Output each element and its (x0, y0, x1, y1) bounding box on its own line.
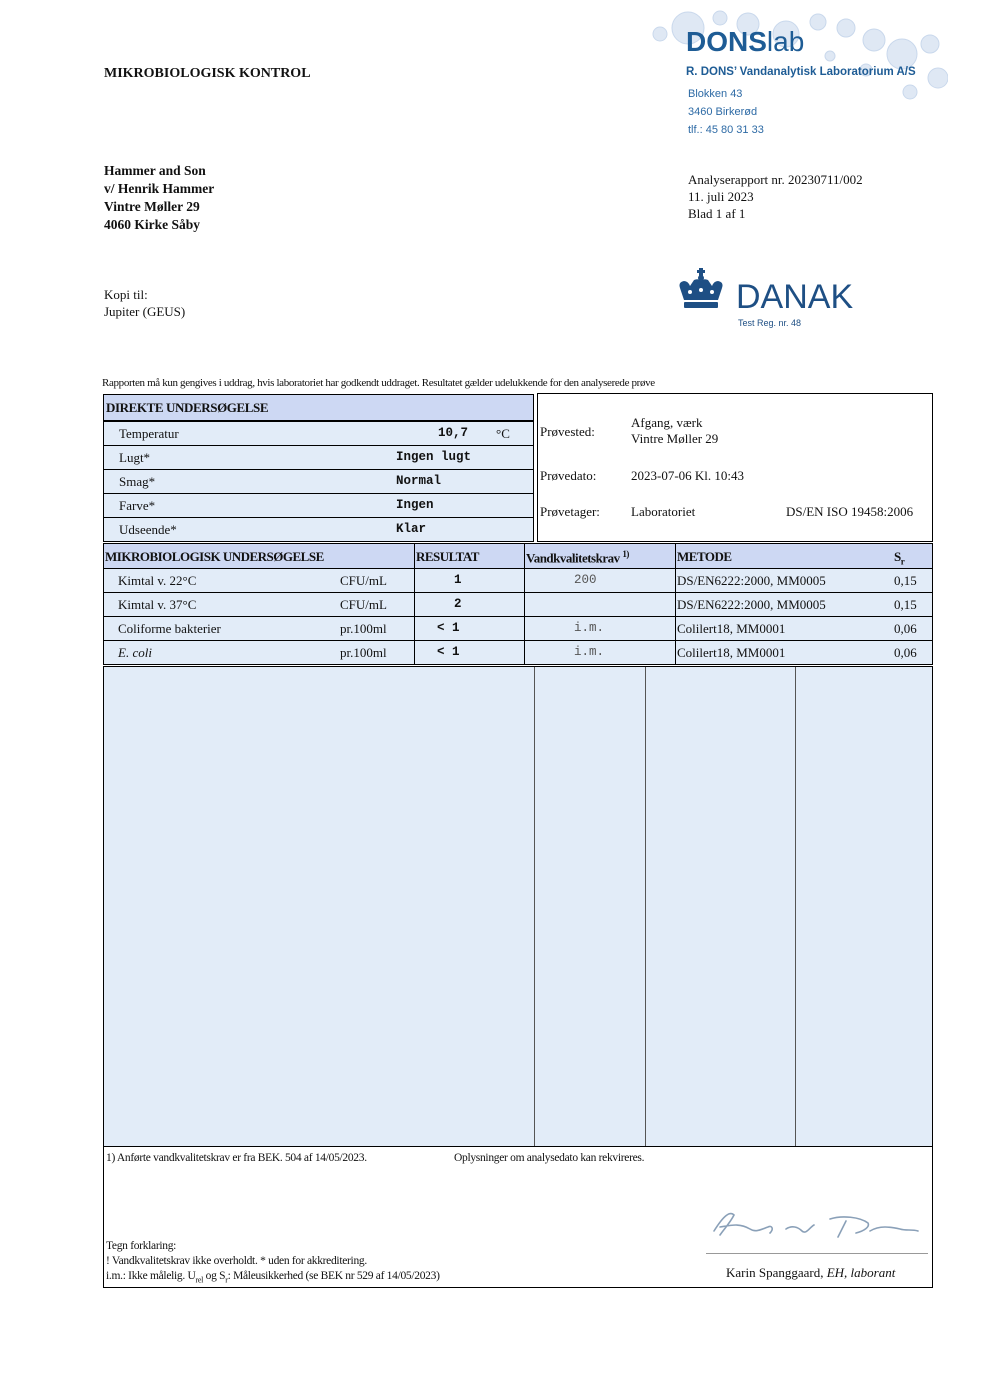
micro-result: < 1 (437, 621, 460, 635)
report-page: Blad 1 af 1 (688, 206, 746, 221)
micro-test-name: Kimtal v. 37°C (118, 597, 197, 612)
micro-result: < 1 (437, 645, 460, 659)
table-row (103, 592, 933, 616)
direct-row-appearance (104, 517, 533, 541)
report-date: 11. juli 2023 (688, 189, 754, 204)
report-number: Analyserapport nr. 20230711/002 (688, 172, 863, 187)
direct-value: Ingen (396, 498, 434, 512)
lab-logo-name: DONSlab (686, 26, 805, 57)
sample-info-box (537, 393, 933, 542)
micro-method: DS/EN6222:2000, MM0005 (677, 597, 826, 612)
table-row (103, 568, 933, 592)
direct-row-taste (104, 469, 533, 493)
micro-unit: pr.100ml (340, 621, 387, 636)
legend-line2: i.m.: Ikke målelig. $U_{rel}$ og $S_r$: Måleusikkerhed (se BEK nr 529 af 14/05/2023) (106, 1270, 440, 1285)
legend (106, 1239, 440, 1287)
direct-examination-table (103, 394, 534, 542)
micro-header-sr: $S_r$ (894, 549, 905, 567)
micro-sr: 0,15 (894, 573, 917, 588)
lab-address (688, 85, 764, 139)
micro-test-name: Coliforme bakterier (118, 621, 221, 636)
micro-result: 1 (454, 573, 462, 587)
copy-label: Kopi til: (104, 287, 148, 302)
table-row (103, 640, 933, 665)
crown-icon (676, 268, 726, 312)
recipient-street: Vintre Møller 29 (104, 199, 200, 214)
lab-full-name: R. DONS’ Vandanalytisk Laboratorium A/S (686, 66, 916, 78)
empty-results-area (103, 666, 933, 1147)
microbiological-table (103, 543, 933, 667)
footnote-requirements: 1) Anførte vandkvalitetskrav er fra BEK. 504 af 14/05/2023. (106, 1152, 367, 1164)
recipient-address (104, 162, 214, 234)
sample-place-line1: Afgang, værk (631, 415, 703, 430)
footnote-analysis-date: Oplysninger om analysedato kan rekvireres. (454, 1152, 645, 1164)
danak-logo-text: DANAK (736, 278, 854, 316)
micro-result: 2 (454, 597, 462, 611)
micro-requirement: 200 (574, 573, 597, 587)
sample-taker-label: Prøvetager: (540, 504, 600, 519)
report-meta (688, 171, 863, 222)
document-title: MIKROBIOLOGISK KONTROL (104, 66, 311, 81)
sample-date-label: Prøvedato: (540, 468, 597, 483)
direct-value: Normal (396, 474, 442, 488)
copy-to (104, 286, 185, 320)
report-footer (103, 1146, 933, 1288)
signature-line (706, 1253, 928, 1254)
sample-place-line2: Vintre Møller 29 (631, 431, 719, 446)
direct-label: Udseende* (119, 522, 177, 537)
lab-street: Blokken 43 (688, 88, 743, 100)
direct-examination-heading: DIREKTE UNDERSØGELSE (104, 395, 533, 421)
micro-method: Colilert18, MM0001 (677, 621, 786, 636)
direct-unit: °C (496, 426, 510, 441)
micro-header-test: MIKROBIOLOGISK UNDERSØGELSE (105, 549, 324, 564)
table-row (103, 616, 933, 640)
lab-city: 3460 Birkerød (688, 106, 758, 118)
micro-test-name: E. coli (118, 645, 152, 660)
direct-label: Temperatur (119, 426, 179, 441)
micro-sr: 0,15 (894, 597, 917, 612)
sample-place-value (631, 415, 718, 447)
sample-date-value: 2023-07-06 Kl. 10:43 (631, 468, 745, 483)
sample-place-label: Prøvested: (540, 424, 595, 439)
direct-row-temperature (104, 421, 533, 445)
sample-standard: DS/EN ISO 19458:2006 (786, 504, 914, 519)
legend-title: Tegn forklaring: (106, 1240, 177, 1252)
micro-method: Colilert18, MM0001 (677, 645, 786, 660)
signer-name: Karin Spanggaard, EH, laborant (726, 1265, 896, 1280)
recipient-contact: v/ Henrik Hammer (104, 181, 215, 196)
direct-row-color (104, 493, 533, 517)
micro-header-method: METODE (677, 549, 732, 564)
micro-requirement: i.m. (574, 645, 605, 659)
micro-requirement: i.m. (574, 621, 605, 635)
direct-row-smell (104, 445, 533, 469)
direct-label: Farve* (119, 498, 156, 513)
micro-method: DS/EN6222:2000, MM0005 (677, 573, 826, 588)
micro-header-row (103, 543, 933, 568)
micro-test-name: Kimtal v. 22°C (118, 573, 197, 588)
sample-taker-value: Laboratoriet (631, 504, 696, 519)
disclaimer-text: Rapporten må kun gengives i uddrag, hvis laboratoriet har godkendt uddraget. Resultatet gælder udelukkende for den analyserede prøve (102, 377, 655, 389)
direct-label: Lugt* (119, 450, 151, 465)
micro-unit: CFU/mL (340, 573, 387, 588)
recipient-company: Hammer and Son (104, 163, 206, 178)
legend-line1: ! Vandkvalitetskrav ikke overholdt. * uden for akkreditering. (106, 1255, 367, 1267)
lab-phone: tlf.: 45 80 31 33 (688, 124, 764, 136)
recipient-city: 4060 Kirke Såby (104, 217, 201, 232)
micro-header-result: RESULTAT (416, 549, 479, 564)
direct-value: Ingen lugt (396, 450, 472, 464)
direct-value: 10,7 (438, 426, 469, 440)
micro-sr: 0,06 (894, 645, 917, 660)
micro-unit: CFU/mL (340, 597, 387, 612)
micro-header-requirement: Vandkvalitetskrav $^{1)}$ (526, 549, 629, 566)
signature-icon (710, 1205, 922, 1245)
direct-label: Smag* (119, 474, 156, 489)
copy-recipient: Jupiter (GEUS) (104, 304, 186, 319)
danak-reg-number: Test Reg. nr. 48 (738, 318, 802, 328)
micro-unit: pr.100ml (340, 645, 387, 660)
micro-sr: 0,06 (894, 621, 917, 636)
direct-value: Klar (396, 522, 427, 536)
